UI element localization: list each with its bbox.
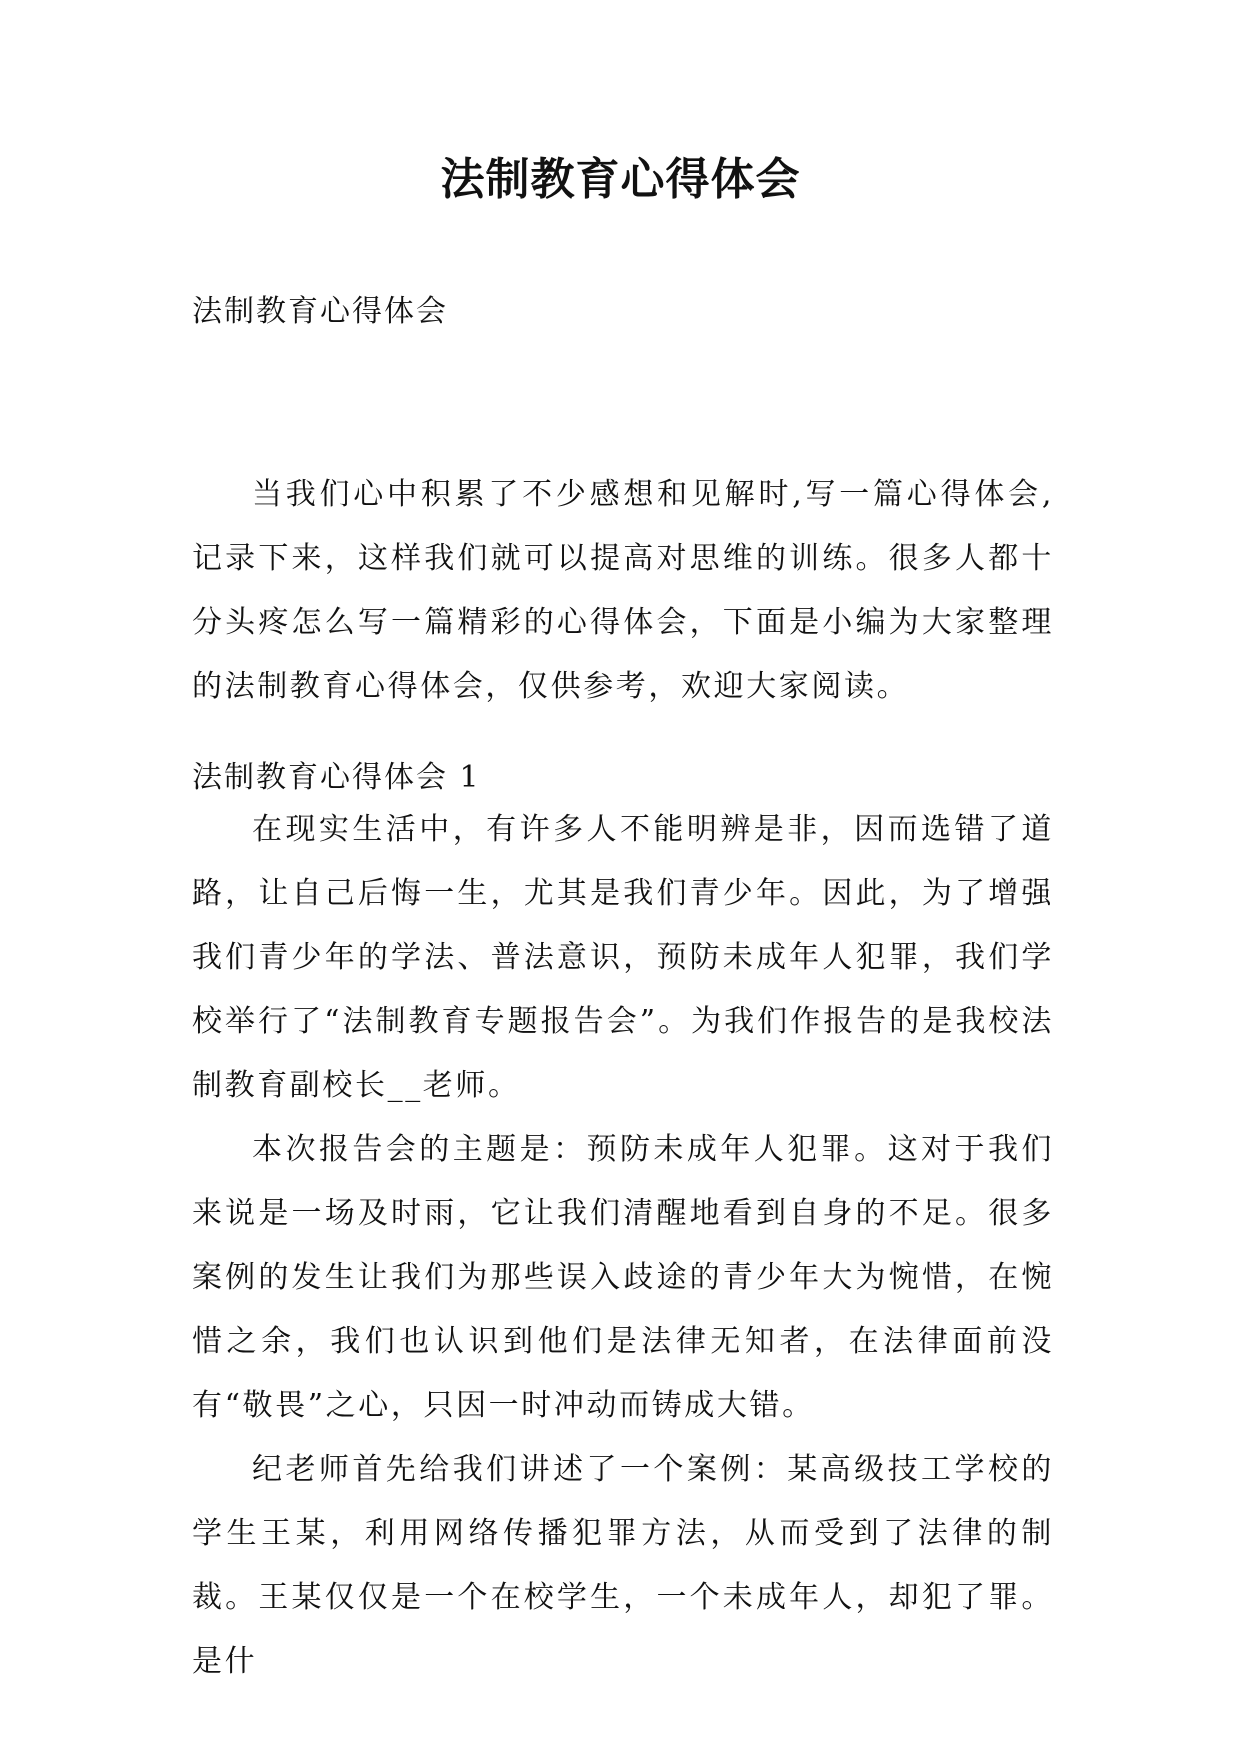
- body-paragraph: 在现实生活中，有许多人不能明辨是非，因而选错了道路，让自己后悔一生，尤其是我们青少年。因此，为了增强我们青少年的学法、普法意识，预防未成年人犯罪，我们学校举行了“法制教育专题报告会”。为我们作报告的是我校法制教育副校长__老师。: [192, 812, 1054, 1103]
- document-subtitle: 法制教育心得体会: [192, 294, 448, 329]
- intro-block: [192, 463, 1054, 719]
- section-heading: 法制教育心得体会 1: [192, 760, 481, 795]
- intro-paragraph: 当我们心中积累了不少感想和见解时,写一篇心得体会,记录下来，这样我们就可以提高对思维的训练。很多人都十分头疼怎么写一篇精彩的心得体会，下面是小编为大家整理的法制教育心得体会，仅供参考，欢迎大家阅读。: [192, 477, 1054, 704]
- body-paragraph: 本次报告会的主题是：预防未成年人犯罪。这对于我们来说是一场及时雨，它让我们清醒地看到自身的不足。很多案例的发生让我们为那些误入歧途的青少年大为惋惜，在惋惜之余，我们也认识到他们是法律无知者，在法律面前没有“敬畏”之心，只因一时冲动而铸成大错。: [192, 1132, 1054, 1423]
- body-paragraph: 纪老师首先给我们讲述了一个案例：某高级技工学校的学生王某，利用网络传播犯罪方法，从而受到了法律的制裁。王某仅仅是一个在校学生，一个未成年人，却犯了罪。是什: [192, 1452, 1054, 1679]
- document-title: 法制教育心得体会: [440, 154, 801, 205]
- section-body: [192, 798, 1054, 1694]
